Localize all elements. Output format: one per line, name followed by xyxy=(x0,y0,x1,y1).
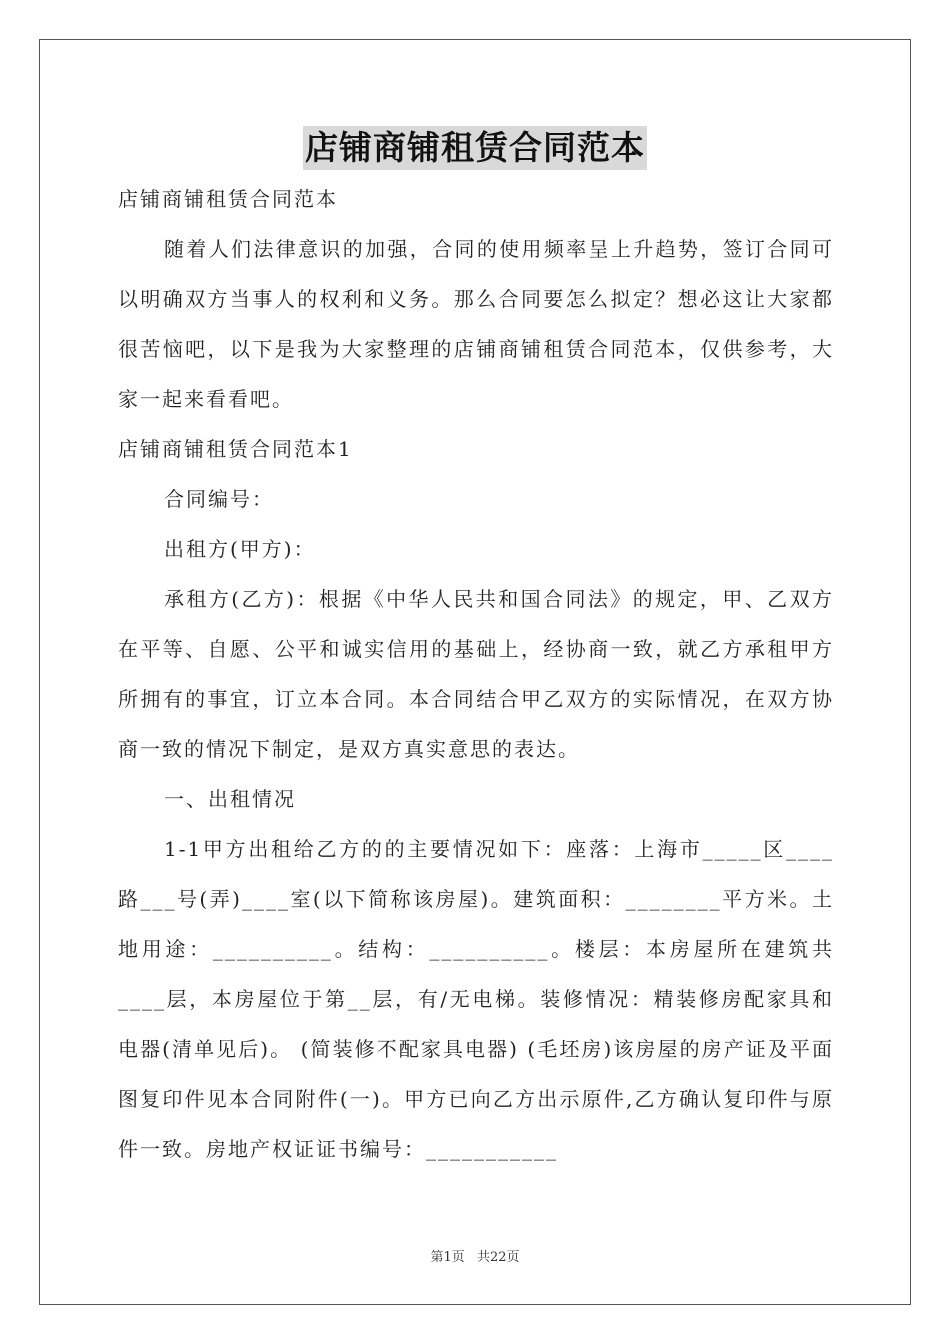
lessee-paragraph: 承租方(乙方)：根据《中华人民共和国合同法》的规定，甲、乙双方在平等、自愿、公平和诚实信用的基础上，经协商一致，就乙方承租甲方所拥有的事宜，订立本合同。本合同结合甲乙双方的实际情况，在双方协商一致的情况下制定，是双方真实意思的表达。 xyxy=(118,587,834,761)
lessor-line: 出租方(甲方)： xyxy=(164,537,316,561)
section-heading: 店铺商铺租赁合同范本1 xyxy=(118,437,353,461)
page-total: 共22页 xyxy=(476,1250,520,1265)
document-title: 店铺商铺租赁合同范本 xyxy=(303,126,647,170)
intro-paragraph: 随着人们法律意识的加强，合同的使用频率呈上升趋势，签订合同可以明确双方当事人的权利和义务。那么合同要怎么拟定？想必这让大家都很苦恼吧，以下是我为大家整理的店铺商铺租赁合同范本，仅供参考，大家一起来看看吧。 xyxy=(118,237,834,411)
subtitle-paragraph: 店铺商铺租赁合同范本 xyxy=(118,187,338,211)
page-number: 第1页 xyxy=(430,1250,465,1265)
document-body xyxy=(118,174,834,1174)
title-container xyxy=(0,126,950,170)
page-footer xyxy=(0,1246,950,1265)
clause-heading: 一、出租情况 xyxy=(164,787,296,811)
contract-number-line: 合同编号： xyxy=(164,487,274,511)
clause-1-1-paragraph: 1-1甲方出租给乙方的的主要情况如下：座落：上海市_____区____路___号(弄)____室(以下简称该房屋)。建筑面积：________平方米。土地用途：__________。结构：__________。楼层：本房屋所在建筑共____层，本房屋位于第__层，有/无电梯。装修情况：精装修房配家具和电器(清单见后)。 (简装修不配家具电器) (毛坯房)该房屋的房产证及平面图复印件见本合同附件(一)。甲方已向乙方出示原件,乙方确认复印件与原件一致。房地产权证证书编号：___________ xyxy=(118,837,834,1161)
